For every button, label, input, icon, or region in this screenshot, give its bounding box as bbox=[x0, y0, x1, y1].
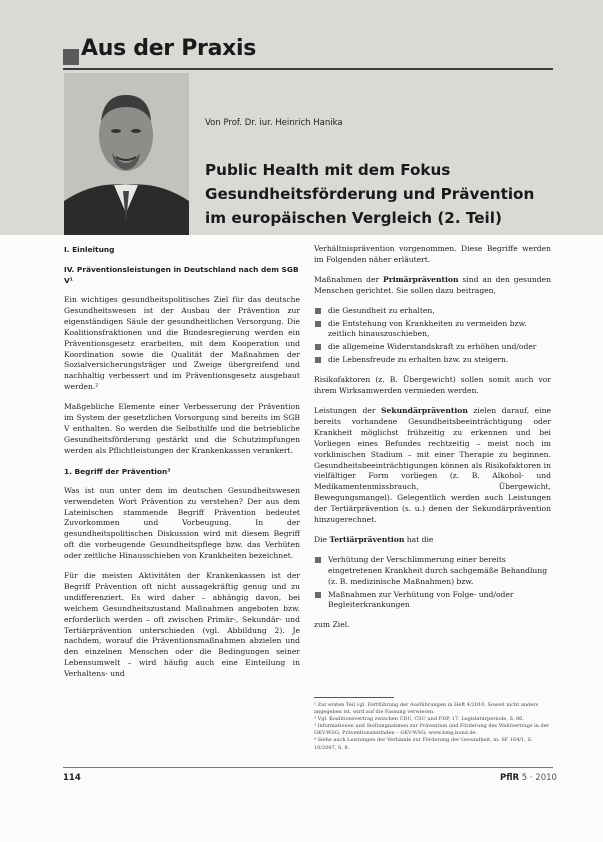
list-item: die Gesundheit zu erhalten, bbox=[314, 306, 551, 317]
paragraph: Ein wichtiges gesundheitspolitisches Ziel für das deutsche Gesundheitswesen ist der Ausbau der Prävention zur eigenständigen Säule der gesundheitlichen Versorgung. Die Koalitionsfraktionen und die Bundesregierung werden ein Präventionsgesetz erarbeiten, mit dem Kooperation und Koordination sowie die Qualität der Maßnahmen der Sozialversicherungsträger und Zweige übergreifend und nachhaltig verbessert und im Präventionsgesetz ausgebaut werden.² bbox=[64, 295, 300, 392]
footer-rule bbox=[63, 767, 553, 768]
list-item: die allgemeine Widerstandskraft zu erhöhen und/oder bbox=[314, 342, 551, 353]
list-item: Verhütung der Verschlimmerung einer bereits eingetretenen Krankheit durch sachgemäße Behandlung (z. B. medizinische Maßnahmen) bzw. bbox=[314, 555, 551, 588]
right-column bbox=[314, 244, 551, 640]
journal-issue: PflR 5 · 2010 bbox=[500, 773, 557, 783]
footnotes bbox=[314, 702, 554, 752]
list-item: Maßnahmen zur Verhütung von Folge- und/oder Begleiterkrankungen bbox=[314, 590, 551, 612]
bullet-square-icon bbox=[315, 308, 321, 314]
paragraph-sekundaerpraevention: Leistungen der Sekundärprävention zielen darauf, eine bereits vorhandene Gesundheitsbeeinträchtigung oder Krankheit möglichst frühzeitig zu erkennen und bei Vorliegen eines Befundes rechtzeitig – meist noch im vorklinischen Stadium – mit einer Therapie zu beginnen. Gesundheitsbeeinträchtigungen können als Risikofaktoren in vielfältiger Form vorliegen (z. B. Alkohol- und Medikamentenmissbrauch, Übergewicht, Bewegungsmangel). Gelegentlich werden auch Leistungen der Tertiärprävention (s. u.) denen der Sekundärprävention hinzugerechnet. bbox=[314, 405, 551, 525]
left-column bbox=[64, 244, 300, 689]
bullet-list-tertiary bbox=[314, 555, 551, 612]
section-marker bbox=[63, 49, 79, 65]
paragraph-primaerpraevention: Maßnahmen der Primärprävention sind an den gesunden Menschen gerichtet. Sie sollen dazu beitragen, bbox=[314, 274, 551, 295]
paragraph: zum Ziel. bbox=[314, 620, 350, 630]
bullet-square-icon bbox=[315, 592, 321, 598]
article-title: Public Health mit dem Fokus Gesundheitsförderung und Prävention im europäischen Vergleich (2. Teil) bbox=[205, 161, 535, 227]
bullet-square-icon bbox=[315, 357, 321, 363]
section-title: Aus der Praxis bbox=[81, 36, 257, 61]
paragraph: Verhältnisprävention vorgenommen. Diese Begriffe werden im Folgenden näher erläutert. bbox=[314, 244, 551, 264]
paragraph: Maßgebliche Elemente einer Verbesserung der Prävention im System der gesetzlichen Vorsorgung sind bereits im SGB V enthalten. So werden die Selbsthilfe und die betriebliche Gesundheitsförderung gestärkt und die Schutzimpfungen werden als Pflichtleistungen der Krankenkassen verankert. bbox=[64, 402, 300, 455]
heading-einleitung: I. Einleitung bbox=[64, 245, 115, 254]
page-number: 114 bbox=[63, 773, 81, 783]
author-photo bbox=[64, 73, 189, 235]
footnote: ¹ Zur ersten Teil vgl. Fortführung der Ausführungen in Heft 4/2010. Soweit nicht anders angegeben ist, wird auf die Fassung verwiesen. bbox=[314, 702, 539, 716]
author-byline: Von Prof. Dr. iur. Heinrich Hanika bbox=[205, 118, 343, 128]
title-rule bbox=[63, 68, 553, 70]
heading-begriff: 1. Begriff der Prävention³ bbox=[64, 466, 171, 476]
footnote: ³ Informationen und Stellungnahmen zur Prävention und Förderung des Wahlvertrags in der GKV-WSG; Präventionsleitfaden – GKV-WSG; www.bmg.bund.de. bbox=[314, 723, 550, 737]
paragraph: Risikofaktoren (z. B. Übergewicht) sollen somit auch vor ihrem Wirksamwerden vermieden werden. bbox=[314, 375, 551, 396]
paragraph-tertiaerpraevention: Die Tertiärprävention hat die bbox=[314, 534, 434, 544]
paragraph: Was ist nun unter dem im deutschen Gesundheitswesen verwendeten Wort Prävention zu verstehen? Der aus dem Lateinischen stammende Begriff Prävention bedeutet Zuvorkommen und Vorbeugung. In der gesundheitspolitischen Diskussion wird mit diesem Begriff oft die vorbeugende Gesundheitspflege bzw. das Verhüten oder zeitliche Hinausschieben von Krankheiten bezeichnet. bbox=[64, 485, 300, 561]
footnote: ² Vgl. Koalitionsvertrag zwischen CDU, CSU und FDP, 17. Legislaturperiode, S. 86. bbox=[314, 716, 524, 723]
paragraph: Für die meisten Aktivitäten der Krankenkassen ist der Begriff Prävention oft nicht aussagekräftig genug und zu undifferenziert. Es wird daher – abhängig davon, bei welchem Gesundheitszustand Maßnahmen angeboten bzw. erforderlich werden – oft zwischen Primär-, Sekundär- und Tertiärprävention unterschieden (vgl. Abbildung 2). Je nachdem, worauf die Präventionsmaßnahmen abzielen und den einzelnen Menschen oder die Bedingungen seiner Lebensumwelt – wird häufig auch eine Einteilung in Verhaltens- und bbox=[64, 571, 300, 679]
bullet-square-icon bbox=[315, 344, 321, 350]
list-item: die Entstehung von Krankheiten zu vermeiden bzw. zeitlich hinauszuschieben, bbox=[314, 319, 551, 341]
list-item: die Lebensfreude zu erhalten bzw. zu steigern. bbox=[314, 355, 551, 366]
bullet-square-icon bbox=[315, 557, 321, 563]
footnote: ⁴ Siehe auch Leistungen der Verbände zur Förderung der Gesundheit, in: SF 164/1, S. 10/2007, S. 8. bbox=[314, 737, 533, 751]
bullet-list-primary bbox=[314, 306, 551, 367]
bullet-square-icon bbox=[315, 321, 321, 327]
heading-praeventionsleistungen: IV. Präventionsleistungen in Deutschland nach dem SGB V¹ bbox=[64, 265, 299, 285]
footnote-rule bbox=[314, 697, 394, 698]
